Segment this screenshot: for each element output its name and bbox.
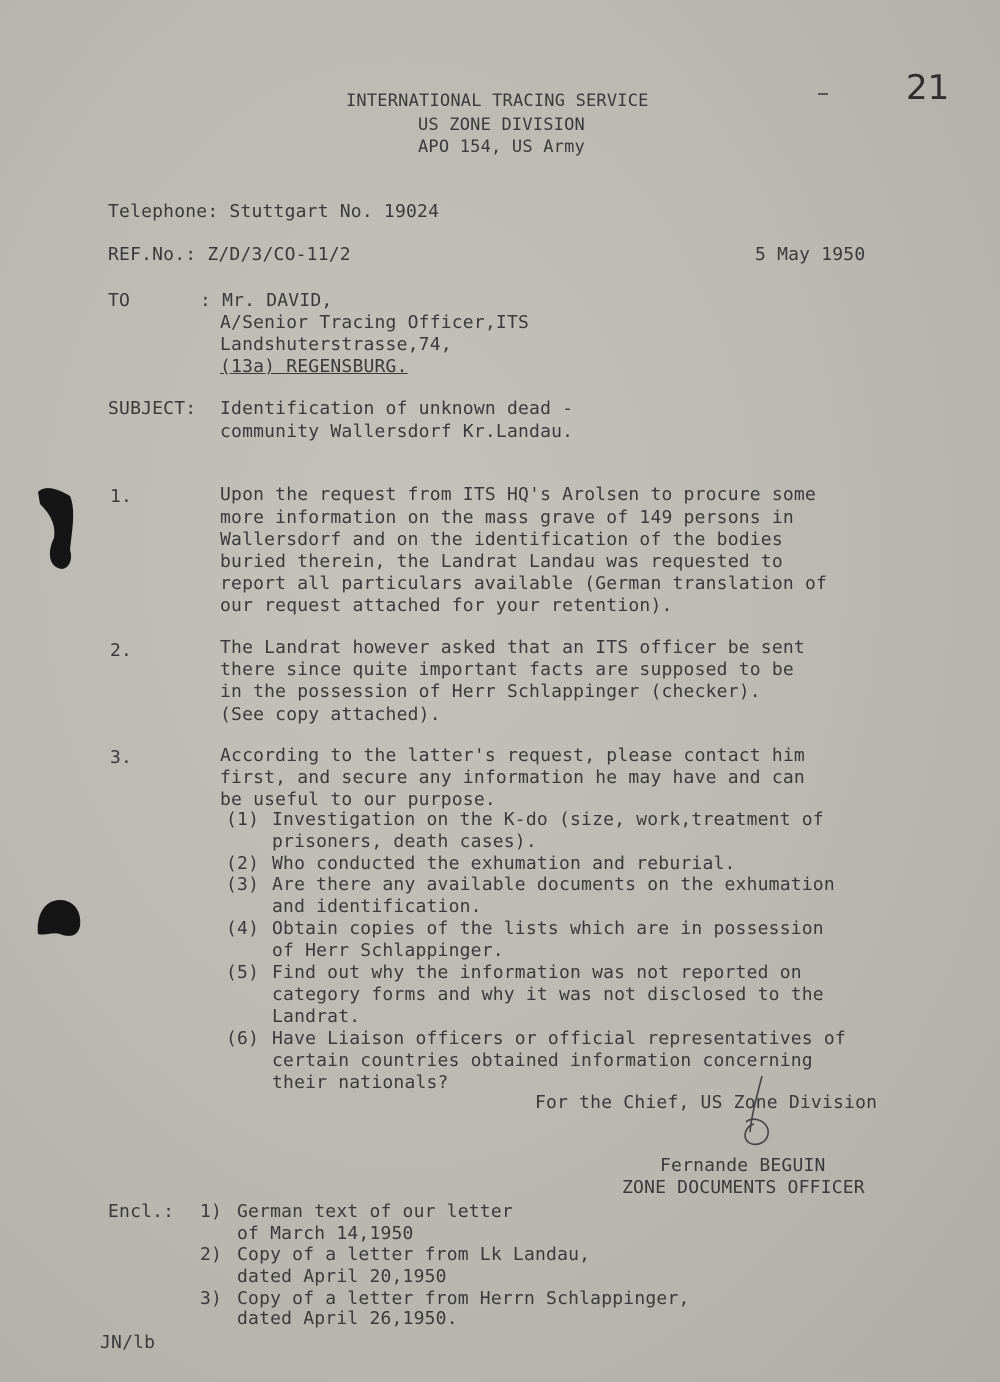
subject-label: SUBJECT:	[108, 398, 197, 419]
letterhead-address: APO 154, US Army	[418, 137, 585, 157]
item-line: Have Liaison officers or official representatives of	[272, 1028, 846, 1049]
item-number: (1)	[226, 809, 260, 830]
enclosure-number: 2)	[200, 1244, 223, 1265]
paragraph-2-line: in the possession of Herr Schlappinger (checker).	[220, 681, 761, 702]
pen-mark	[818, 93, 828, 95]
subject-line-2: community Wallersdorf Kr.Landau.	[220, 421, 574, 442]
enclosure-number: 1)	[200, 1201, 223, 1222]
addressee-street: Landshuterstrasse,74,	[220, 334, 452, 355]
paragraph-2-line: The Landrat however asked that an ITS officer be sent	[220, 637, 805, 658]
item-line: Obtain copies of the lists which are in possession	[272, 918, 824, 939]
paragraph-2-line: (See copy attached).	[220, 704, 441, 725]
enclosure-line: German text of our letter	[237, 1201, 513, 1222]
item-number: (3)	[226, 874, 260, 895]
subject-line-1: Identification of unknown dead -	[220, 398, 574, 419]
item-number: (5)	[226, 962, 260, 983]
enclosure-line: Copy of a letter from Herrn Schlappinger,	[237, 1288, 690, 1309]
item-line: their nationals?	[272, 1072, 449, 1093]
page-number: 21	[906, 68, 950, 108]
letterhead-division: US ZONE DIVISION	[418, 115, 585, 135]
item-line: Investigation on the K-do (size, work,treatment of	[272, 809, 824, 830]
paragraph-3-line: be useful to our purpose.	[220, 789, 496, 810]
enclosure-line: dated April 20,1950	[237, 1266, 447, 1287]
item-number: (2)	[226, 853, 260, 874]
item-line: Who conducted the exhumation and reburial.	[272, 853, 736, 874]
item-number: (4)	[226, 918, 260, 939]
item-line: certain countries obtained information concerning	[272, 1050, 813, 1071]
punch-hole-mark	[30, 890, 90, 950]
signer-title: ZONE DOCUMENTS OFFICER	[622, 1177, 865, 1198]
paragraph-3-line: According to the latter's request, please contact him	[220, 745, 805, 766]
addressee-city: (13a) REGENSBURG.	[220, 356, 408, 377]
paragraph-number: 2.	[110, 640, 133, 661]
paragraph-2-line: there since quite important facts are supposed to be	[220, 659, 794, 680]
signature-for-line: For the Chief, US Zone Division	[535, 1092, 878, 1113]
paragraph-1-line: buried therein, the Landrat Landau was requested to	[220, 551, 783, 572]
addressee-name: : Mr. DAVID,	[200, 290, 333, 311]
letterhead-org: INTERNATIONAL TRACING SERVICE	[346, 91, 649, 111]
enclosure-line: of March 14,1950	[237, 1223, 414, 1244]
punch-hole-mark	[30, 480, 90, 580]
item-line: Find out why the information was not reported on	[272, 962, 802, 983]
paragraph-1-line: Wallersdorf and on the identification of the bodies	[220, 529, 783, 550]
paragraph-number: 1.	[110, 486, 133, 507]
paragraph-1-line: our request attached for your retention).	[220, 595, 673, 616]
paragraph-1-line: report all particulars available (German translation of	[220, 573, 828, 594]
item-line: and identification.	[272, 896, 482, 917]
paragraph-1-line: Upon the request from ITS HQ's Arolsen to procure some	[220, 484, 816, 505]
item-line: category forms and why it was not disclosed to the	[272, 984, 824, 1005]
item-line: Landrat.	[272, 1006, 361, 1027]
to-label: TO	[108, 290, 131, 311]
enclosure-number: 3)	[200, 1288, 223, 1309]
letter-date: 5 May 1950	[755, 244, 866, 265]
enclosure-line: dated April 26,1950.	[237, 1308, 458, 1329]
signer-name: Fernande BEGUIN	[660, 1155, 826, 1176]
reference-number: REF.No.: Z/D/3/CO-11/2	[108, 244, 351, 265]
paragraph-1-line: more information on the mass grave of 149 persons in	[220, 507, 794, 528]
telephone-line: Telephone: Stuttgart No. 19024	[108, 201, 440, 222]
paragraph-3-line: first, and secure any information he may have and can	[220, 767, 805, 788]
enclosure-line: Copy of a letter from Lk Landau,	[237, 1244, 591, 1265]
enclosures-label: Encl.:	[108, 1201, 175, 1222]
item-line: prisoners, death cases).	[272, 831, 537, 852]
typist-reference: JN/lb	[100, 1332, 156, 1353]
handwritten-initials	[732, 1072, 792, 1152]
item-line: of Herr Schlappinger.	[272, 940, 504, 961]
item-line: Are there any available documents on the exhumation	[272, 874, 835, 895]
paragraph-number: 3.	[110, 747, 133, 768]
addressee-title: A/Senior Tracing Officer,ITS	[220, 312, 530, 333]
item-number: (6)	[226, 1028, 260, 1049]
